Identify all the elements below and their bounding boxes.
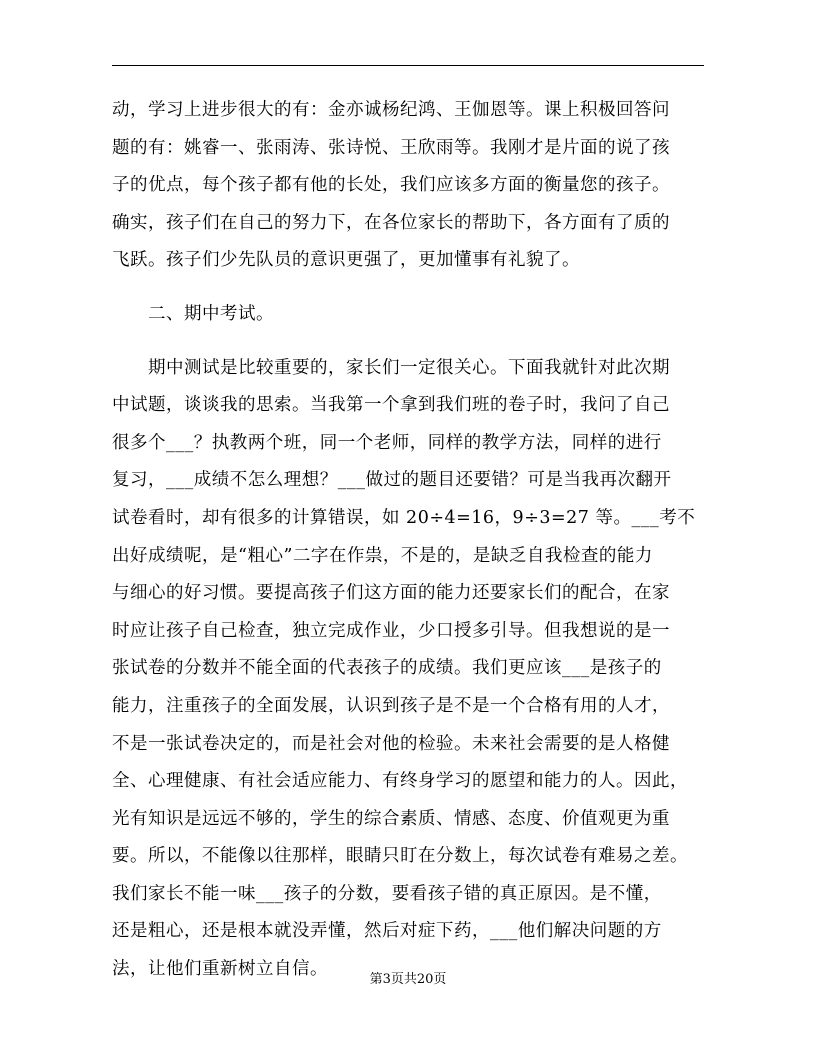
text-line: 不是一张试卷决定的，而是社会对他的检验。未来社会需要的是人格健 <box>112 733 670 754</box>
text-line: 还是粗心，还是根本就没弄懂，然后对症下药，___他们解决问题的方 <box>112 921 662 942</box>
text-line: 我们家长不能一味___孩子的分数，要看孩子错的真正原因。是不懂， <box>112 883 662 904</box>
text-line: 时应让孩子自己检查，独立完成作业，少口授多引导。但我想说的是一 <box>112 620 670 641</box>
text-line: 出好成绩呢，是“粗心”二字在作祟，不是的，是缺乏自我检查的能力 <box>112 545 653 566</box>
text-line: 子的优点，每个孩子都有他的长处，我们应该多方面的衡量您的孩子。 <box>112 175 670 196</box>
text-line: 复习，___成绩不怎么理想？___做过的题目还要错？可是当我再次翻开 <box>112 470 672 491</box>
text-line: 试卷看时，却有很多的计算错误，如 20÷4=16，9÷3=27 等。___考不 <box>112 507 696 528</box>
text-line: 能力，注重孩子的全面发展，认识到孩子是不是一个合格有用的人才， <box>112 695 670 716</box>
paragraph-student-progress <box>112 92 704 280</box>
text-line: 法，让他们重新树立自信。 <box>112 959 328 980</box>
paragraph-gap <box>112 280 704 296</box>
text-line: 全、心理健康、有社会适应能力、有终身学习的愿望和能力的人。因此， <box>112 771 688 792</box>
text-line: 光有知识是远远不够的，学生的综合素质、情感、态度、价值观更为重 <box>112 808 670 829</box>
text-line: 动，学习上进步很大的有：金亦诚杨纪鸿、王伽恩等。课上积极回答问 <box>112 100 670 120</box>
section-heading: 二、期中考试。 <box>148 303 274 324</box>
text-line: 与细心的好习惯。要提高孩子们这方面的能力还要家长们的配合，在家 <box>112 583 670 604</box>
paragraph-midterm-exam <box>112 350 704 989</box>
text-line: 飞跃。孩子们少先队员的意识更强了，更加懂事有礼貌了。 <box>112 250 580 271</box>
text-line: 很多个___？执教两个班，同一个老师，同样的教学方法，同样的进行 <box>112 432 662 453</box>
text-line: 题的有：姚睿一、张雨涛、张诗悦、王欣雨等。我刚才是片面的说了孩 <box>112 137 670 158</box>
page-number: 第3页共20页 <box>369 972 447 987</box>
text-line: 要。所以，不能像以往那样，眼睛只盯在分数上，每次试卷有难易之差。 <box>112 846 688 867</box>
text-line: 确实，孩子们在自己的努力下，在各位家长的帮助下，各方面有了质的 <box>112 212 670 233</box>
header-rule <box>112 65 704 66</box>
text-line: 张试卷的分数并不能全面的代表孩子的成绩。我们更应该___是孩子的 <box>112 658 662 679</box>
page-body <box>112 92 704 989</box>
paragraph-gap <box>112 334 704 350</box>
text-line: 期中测试是比较重要的，家长们一定很关心。下面我就针对此次期 <box>148 357 670 378</box>
text-line: 中试题，谈谈我的思索。当我第一个拿到我们班的卷子时，我问了自己 <box>112 395 670 416</box>
